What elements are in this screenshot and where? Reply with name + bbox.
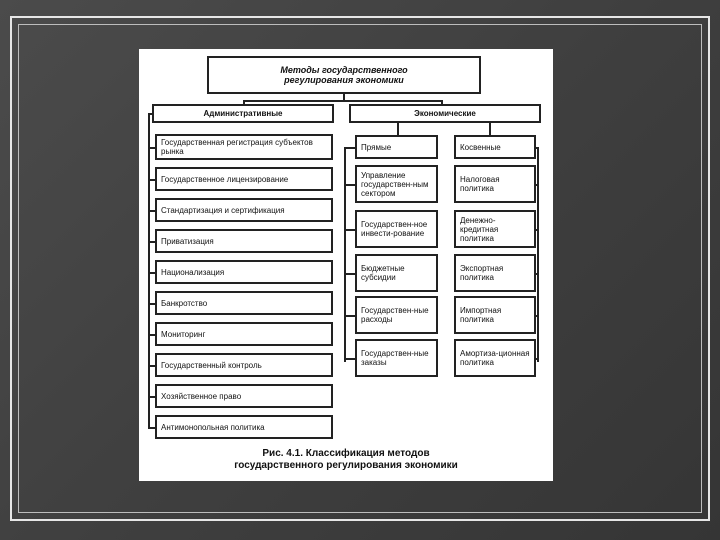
figure-caption bbox=[139, 448, 553, 472]
econ-methods-header: Экономические bbox=[349, 104, 541, 123]
title-line-2: регулирования экономики bbox=[284, 75, 404, 85]
admin-connector bbox=[148, 365, 155, 367]
admin-item: Стандартизация и сертификация bbox=[155, 198, 333, 222]
direct-methods-header: Прямые bbox=[355, 135, 438, 159]
admin-item: Банкротство bbox=[155, 291, 333, 315]
indirect-item: Налоговая политика bbox=[454, 165, 536, 203]
admin-bracket bbox=[148, 113, 150, 428]
title-branch bbox=[243, 100, 443, 102]
econ-split-right bbox=[489, 123, 491, 135]
indirect-connector-header bbox=[536, 147, 539, 149]
admin-item: Государственная регистрация субъектов рынка bbox=[155, 134, 333, 160]
indirect-connector bbox=[536, 184, 539, 186]
title-line-1: Методы государственного bbox=[280, 65, 408, 75]
direct-item: Государствен-ные заказы bbox=[355, 339, 438, 377]
indirect-item: Импортная политика bbox=[454, 296, 536, 334]
indirect-connector bbox=[536, 273, 539, 275]
admin-item: Национализация bbox=[155, 260, 333, 284]
admin-connector bbox=[148, 179, 155, 181]
indirect-bracket bbox=[537, 147, 539, 362]
admin-methods-header: Административные bbox=[152, 104, 334, 123]
direct-item: Государствен-ное инвести-рование bbox=[355, 210, 438, 248]
caption-line-2: государственного регулирования экономики bbox=[234, 460, 458, 471]
admin-connector bbox=[148, 210, 155, 212]
diagram-image bbox=[139, 49, 553, 481]
direct-item: Бюджетные субсидии bbox=[355, 254, 438, 292]
admin-item: Хозяйственное право bbox=[155, 384, 333, 408]
direct-connector bbox=[344, 273, 355, 275]
direct-connector bbox=[344, 358, 355, 360]
indirect-connector bbox=[536, 229, 539, 231]
indirect-item: Амортиза-ционная политика bbox=[454, 339, 536, 377]
direct-connector bbox=[344, 315, 355, 317]
admin-connector bbox=[148, 396, 155, 398]
indirect-connector bbox=[536, 315, 539, 317]
admin-connector bbox=[148, 334, 155, 336]
admin-connector bbox=[148, 241, 155, 243]
direct-item: Управление государствен-ным сектором bbox=[355, 165, 438, 203]
admin-item: Государственный контроль bbox=[155, 353, 333, 377]
indirect-methods-header: Косвенные bbox=[454, 135, 536, 159]
diagram-title bbox=[207, 56, 481, 94]
admin-connector bbox=[148, 427, 155, 429]
direct-item: Государствен-ные расходы bbox=[355, 296, 438, 334]
econ-split-left bbox=[397, 123, 399, 135]
caption-line-1: Рис. 4.1. Классификация методов bbox=[262, 448, 430, 459]
admin-item: Приватизация bbox=[155, 229, 333, 253]
admin-item: Антимонопольная политика bbox=[155, 415, 333, 439]
direct-connector-header bbox=[344, 147, 355, 149]
admin-connector bbox=[148, 272, 155, 274]
direct-connector bbox=[344, 184, 355, 186]
direct-connector bbox=[344, 229, 355, 231]
direct-bracket bbox=[344, 147, 346, 362]
admin-connector bbox=[148, 303, 155, 305]
admin-item: Государственное лицензирование bbox=[155, 167, 333, 191]
admin-connector bbox=[148, 147, 155, 149]
admin-item: Мониторинг bbox=[155, 322, 333, 346]
indirect-connector bbox=[536, 358, 539, 360]
admin-bracket-top bbox=[148, 113, 153, 115]
indirect-item: Денежно-кредитная политика bbox=[454, 210, 536, 248]
indirect-item: Экспортная политика bbox=[454, 254, 536, 292]
